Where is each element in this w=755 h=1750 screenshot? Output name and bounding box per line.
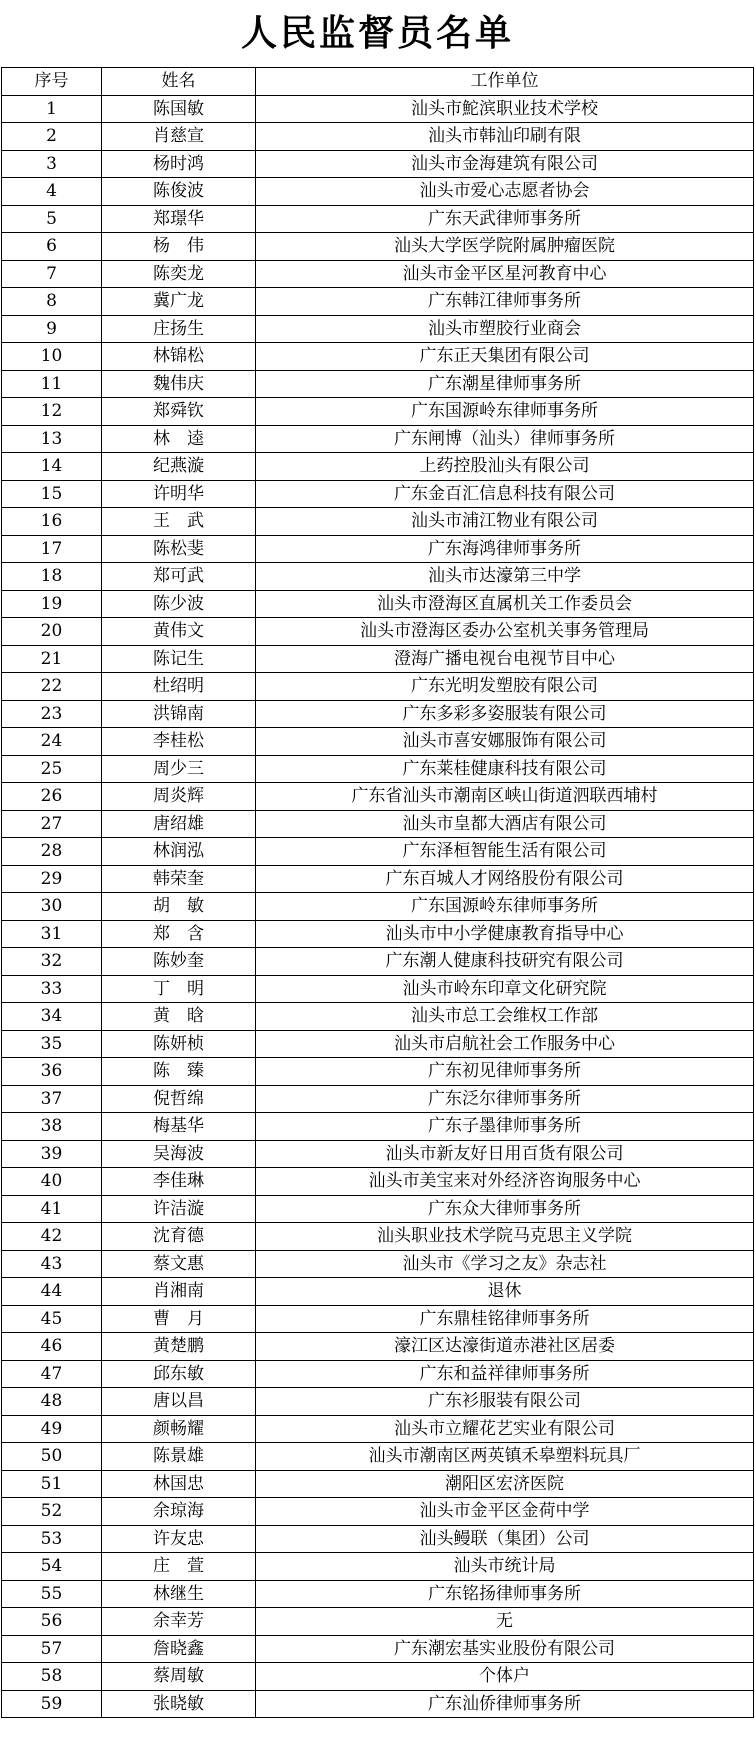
table-row	[2, 480, 754, 508]
cell-name: 吴海波	[102, 1140, 256, 1168]
cell-name: 周少三	[102, 755, 256, 783]
cell-serial-number: 33	[2, 975, 102, 1003]
cell-work-unit: 广东潮人健康科技研究有限公司	[256, 948, 754, 976]
cell-name: 王 武	[102, 508, 256, 536]
cell-name: 蔡周敏	[102, 1663, 256, 1691]
cell-name: 蔡文惠	[102, 1250, 256, 1278]
cell-name: 唐绍雄	[102, 810, 256, 838]
cell-name: 许明华	[102, 480, 256, 508]
page-title: 人民监督员名单	[240, 13, 514, 54]
cell-name: 黄楚鹏	[102, 1333, 256, 1361]
cell-name: 陈记生	[102, 645, 256, 673]
table-row	[2, 838, 754, 866]
table-row	[2, 1113, 754, 1141]
cell-work-unit: 上药控股汕头有限公司	[256, 453, 754, 481]
cell-name: 郑璟华	[102, 205, 256, 233]
cell-serial-number: 1	[2, 95, 102, 123]
cell-work-unit: 汕头市喜安娜服饰有限公司	[256, 728, 754, 756]
cell-serial-number: 41	[2, 1195, 102, 1223]
cell-work-unit: 汕头市塑胶行业商会	[256, 315, 754, 343]
cell-work-unit: 汕头市启航社会工作服务中心	[256, 1030, 754, 1058]
cell-work-unit: 汕头市韩汕印刷有限	[256, 123, 754, 151]
supervisor-table	[1, 67, 754, 1718]
cell-name: 纪燕漩	[102, 453, 256, 481]
cell-name: 洪锦南	[102, 700, 256, 728]
cell-serial-number: 20	[2, 618, 102, 646]
table-row	[2, 645, 754, 673]
cell-serial-number: 45	[2, 1305, 102, 1333]
cell-name: 陈少波	[102, 590, 256, 618]
cell-serial-number: 24	[2, 728, 102, 756]
table-row	[2, 948, 754, 976]
cell-serial-number: 27	[2, 810, 102, 838]
cell-name: 肖湘南	[102, 1278, 256, 1306]
table-row	[2, 783, 754, 811]
table-row	[2, 590, 754, 618]
cell-name: 张晓敏	[102, 1690, 256, 1718]
cell-name: 林国忠	[102, 1470, 256, 1498]
cell-serial-number: 22	[2, 673, 102, 701]
table-header-row	[2, 68, 754, 96]
cell-work-unit: 无	[256, 1608, 754, 1636]
cell-name: 沈育德	[102, 1223, 256, 1251]
table-row	[2, 920, 754, 948]
cell-serial-number: 14	[2, 453, 102, 481]
cell-work-unit: 广东海鸿律师事务所	[256, 535, 754, 563]
cell-name: 郑舜钦	[102, 398, 256, 426]
cell-work-unit: 汕头市浦江物业有限公司	[256, 508, 754, 536]
cell-serial-number: 29	[2, 865, 102, 893]
cell-name: 余幸芳	[102, 1608, 256, 1636]
table-row	[2, 398, 754, 426]
cell-serial-number: 36	[2, 1058, 102, 1086]
cell-work-unit: 广东汕侨律师事务所	[256, 1690, 754, 1718]
cell-serial-number: 38	[2, 1113, 102, 1141]
cell-work-unit: 广东国源岭东律师事务所	[256, 398, 754, 426]
cell-work-unit: 潮阳区宏济医院	[256, 1470, 754, 1498]
cell-work-unit: 汕头市金平区星河教育中心	[256, 260, 754, 288]
cell-work-unit: 广东泛尔律师事务所	[256, 1085, 754, 1113]
table-row	[2, 178, 754, 206]
table-row	[2, 1608, 754, 1636]
cell-work-unit: 汕头市澄海区直属机关工作委员会	[256, 590, 754, 618]
cell-work-unit: 澄海广播电视台电视节目中心	[256, 645, 754, 673]
cell-work-unit: 广东鼎桂铭律师事务所	[256, 1305, 754, 1333]
table-row	[2, 755, 754, 783]
cell-serial-number: 59	[2, 1690, 102, 1718]
cell-serial-number: 9	[2, 315, 102, 343]
cell-serial-number: 34	[2, 1003, 102, 1031]
cell-serial-number: 11	[2, 370, 102, 398]
cell-name: 杜绍明	[102, 673, 256, 701]
table-body	[2, 95, 754, 1718]
table-row	[2, 95, 754, 123]
cell-serial-number: 10	[2, 343, 102, 371]
cell-serial-number: 37	[2, 1085, 102, 1113]
cell-name: 魏伟庆	[102, 370, 256, 398]
table-row	[2, 1470, 754, 1498]
table-row	[2, 1525, 754, 1553]
cell-work-unit: 广东初见律师事务所	[256, 1058, 754, 1086]
table-row	[2, 288, 754, 316]
table-row	[2, 1360, 754, 1388]
cell-serial-number: 17	[2, 535, 102, 563]
cell-name: 丁 明	[102, 975, 256, 1003]
table-row	[2, 1415, 754, 1443]
cell-work-unit: 汕头市金海建筑有限公司	[256, 150, 754, 178]
cell-serial-number: 6	[2, 233, 102, 261]
cell-work-unit: 广东潮宏基实业股份有限公司	[256, 1635, 754, 1663]
cell-name: 曹 月	[102, 1305, 256, 1333]
table-row	[2, 1250, 754, 1278]
cell-work-unit: 广东衫服装有限公司	[256, 1388, 754, 1416]
cell-name: 颜畅耀	[102, 1415, 256, 1443]
cell-work-unit: 濠江区达濠街道赤港社区居委	[256, 1333, 754, 1361]
cell-serial-number: 13	[2, 425, 102, 453]
table-row	[2, 205, 754, 233]
cell-work-unit: 汕头市达濠第三中学	[256, 563, 754, 591]
cell-work-unit: 汕头职业技术学院马克思主义学院	[256, 1223, 754, 1251]
table-row	[2, 1553, 754, 1581]
cell-name: 郑 含	[102, 920, 256, 948]
cell-serial-number: 47	[2, 1360, 102, 1388]
cell-serial-number: 53	[2, 1525, 102, 1553]
table-row	[2, 123, 754, 151]
cell-name: 林 逵	[102, 425, 256, 453]
table-row	[2, 700, 754, 728]
cell-work-unit: 广东子墨律师事务所	[256, 1113, 754, 1141]
table-row	[2, 1140, 754, 1168]
cell-name: 韩荣奎	[102, 865, 256, 893]
cell-serial-number: 21	[2, 645, 102, 673]
cell-name: 郑可武	[102, 563, 256, 591]
cell-name: 林继生	[102, 1580, 256, 1608]
cell-work-unit: 汕头市总工会维权工作部	[256, 1003, 754, 1031]
table-row	[2, 618, 754, 646]
table-row	[2, 1085, 754, 1113]
cell-work-unit: 汕头大学医学院附属肿瘤医院	[256, 233, 754, 261]
cell-work-unit: 汕头市新友好日用百货有限公司	[256, 1140, 754, 1168]
cell-serial-number: 8	[2, 288, 102, 316]
cell-work-unit: 广东省汕头市潮南区峡山街道泗联西埔村	[256, 783, 754, 811]
cell-serial-number: 57	[2, 1635, 102, 1663]
cell-name: 冀广龙	[102, 288, 256, 316]
cell-name: 陈奕龙	[102, 260, 256, 288]
cell-name: 许友忠	[102, 1525, 256, 1553]
table-row	[2, 673, 754, 701]
cell-serial-number: 5	[2, 205, 102, 233]
cell-serial-number: 18	[2, 563, 102, 591]
table-row	[2, 260, 754, 288]
header-work-unit: 工作单位	[256, 68, 754, 96]
cell-work-unit: 个体户	[256, 1663, 754, 1691]
cell-serial-number: 16	[2, 508, 102, 536]
cell-work-unit: 广东和益祥律师事务所	[256, 1360, 754, 1388]
cell-serial-number: 54	[2, 1553, 102, 1581]
cell-serial-number: 44	[2, 1278, 102, 1306]
table-row	[2, 343, 754, 371]
cell-serial-number: 42	[2, 1223, 102, 1251]
cell-name: 胡 敏	[102, 893, 256, 921]
cell-work-unit: 广东闸博（汕头）律师事务所	[256, 425, 754, 453]
cell-serial-number: 58	[2, 1663, 102, 1691]
table-row	[2, 425, 754, 453]
cell-work-unit: 汕头鳗联（集团）公司	[256, 1525, 754, 1553]
cell-work-unit: 广东光明发塑胶有限公司	[256, 673, 754, 701]
table-row	[2, 1278, 754, 1306]
cell-work-unit: 汕头市鮀滨职业技术学校	[256, 95, 754, 123]
cell-serial-number: 19	[2, 590, 102, 618]
table-row	[2, 370, 754, 398]
cell-serial-number: 15	[2, 480, 102, 508]
cell-name: 黄 晗	[102, 1003, 256, 1031]
cell-serial-number: 2	[2, 123, 102, 151]
table-row	[2, 1030, 754, 1058]
cell-name: 杨 伟	[102, 233, 256, 261]
table-row	[2, 975, 754, 1003]
cell-name: 周炎辉	[102, 783, 256, 811]
table-row	[2, 315, 754, 343]
cell-name: 陈妙奎	[102, 948, 256, 976]
cell-name: 许洁漩	[102, 1195, 256, 1223]
table-row	[2, 535, 754, 563]
cell-name: 黄伟文	[102, 618, 256, 646]
cell-name: 林润泓	[102, 838, 256, 866]
table-row	[2, 1333, 754, 1361]
cell-serial-number: 12	[2, 398, 102, 426]
cell-work-unit: 汕头市中小学健康教育指导中心	[256, 920, 754, 948]
cell-serial-number: 40	[2, 1168, 102, 1196]
cell-work-unit: 汕头市《学习之友》杂志社	[256, 1250, 754, 1278]
cell-serial-number: 49	[2, 1415, 102, 1443]
cell-work-unit: 汕头市皇都大酒店有限公司	[256, 810, 754, 838]
table-row	[2, 233, 754, 261]
cell-work-unit: 广东金百汇信息科技有限公司	[256, 480, 754, 508]
table-row	[2, 508, 754, 536]
cell-name: 李桂松	[102, 728, 256, 756]
cell-work-unit: 广东莱桂健康科技有限公司	[256, 755, 754, 783]
cell-serial-number: 28	[2, 838, 102, 866]
table-row	[2, 865, 754, 893]
cell-serial-number: 4	[2, 178, 102, 206]
cell-serial-number: 46	[2, 1333, 102, 1361]
cell-name: 林锦松	[102, 343, 256, 371]
table-row	[2, 1168, 754, 1196]
table-row	[2, 1058, 754, 1086]
table-row	[2, 1663, 754, 1691]
cell-work-unit: 广东百城人才网络股份有限公司	[256, 865, 754, 893]
table-row	[2, 1635, 754, 1663]
table-row	[2, 893, 754, 921]
cell-name: 陈松斐	[102, 535, 256, 563]
cell-name: 陈景雄	[102, 1443, 256, 1471]
table-row	[2, 1305, 754, 1333]
table-row	[2, 150, 754, 178]
cell-name: 陈国敏	[102, 95, 256, 123]
cell-serial-number: 48	[2, 1388, 102, 1416]
cell-serial-number: 55	[2, 1580, 102, 1608]
table-row	[2, 1223, 754, 1251]
cell-name: 余琼海	[102, 1498, 256, 1526]
cell-name: 梅基华	[102, 1113, 256, 1141]
table-row	[2, 1498, 754, 1526]
table-row	[2, 563, 754, 591]
cell-name: 杨时鸿	[102, 150, 256, 178]
cell-serial-number: 31	[2, 920, 102, 948]
cell-work-unit: 汕头市潮南区两英镇禾皋塑料玩具厂	[256, 1443, 754, 1471]
cell-serial-number: 7	[2, 260, 102, 288]
cell-name: 邱东敏	[102, 1360, 256, 1388]
header-serial-number: 序号	[2, 68, 102, 96]
cell-name: 唐以昌	[102, 1388, 256, 1416]
cell-work-unit: 汕头市爱心志愿者协会	[256, 178, 754, 206]
cell-work-unit: 广东韩江律师事务所	[256, 288, 754, 316]
table-row	[2, 810, 754, 838]
cell-name: 庄 萱	[102, 1553, 256, 1581]
cell-serial-number: 51	[2, 1470, 102, 1498]
cell-serial-number: 32	[2, 948, 102, 976]
cell-name: 庄扬生	[102, 315, 256, 343]
table-row	[2, 1195, 754, 1223]
cell-serial-number: 56	[2, 1608, 102, 1636]
table-row	[2, 453, 754, 481]
cell-serial-number: 25	[2, 755, 102, 783]
table-row	[2, 1580, 754, 1608]
cell-serial-number: 30	[2, 893, 102, 921]
cell-serial-number: 35	[2, 1030, 102, 1058]
cell-serial-number: 43	[2, 1250, 102, 1278]
cell-work-unit: 广东多彩多姿服装有限公司	[256, 700, 754, 728]
cell-work-unit: 广东天武律师事务所	[256, 205, 754, 233]
cell-work-unit: 广东众大律师事务所	[256, 1195, 754, 1223]
cell-work-unit: 汕头市岭东印章文化研究院	[256, 975, 754, 1003]
cell-serial-number: 52	[2, 1498, 102, 1526]
cell-serial-number: 50	[2, 1443, 102, 1471]
cell-work-unit: 广东正天集团有限公司	[256, 343, 754, 371]
cell-work-unit: 退休	[256, 1278, 754, 1306]
cell-serial-number: 39	[2, 1140, 102, 1168]
cell-serial-number: 23	[2, 700, 102, 728]
header-name: 姓名	[102, 68, 256, 96]
cell-name: 陈俊波	[102, 178, 256, 206]
cell-work-unit: 广东铭扬律师事务所	[256, 1580, 754, 1608]
cell-name: 肖慈宣	[102, 123, 256, 151]
cell-work-unit: 汕头市统计局	[256, 1553, 754, 1581]
cell-work-unit: 汕头市金平区金荷中学	[256, 1498, 754, 1526]
table-row	[2, 728, 754, 756]
cell-work-unit: 汕头市立耀花艺实业有限公司	[256, 1415, 754, 1443]
cell-name: 詹晓鑫	[102, 1635, 256, 1663]
cell-serial-number: 3	[2, 150, 102, 178]
cell-name: 李佳琳	[102, 1168, 256, 1196]
cell-name: 陈 臻	[102, 1058, 256, 1086]
cell-work-unit: 汕头市澄海区委办公室机关事务管理局	[256, 618, 754, 646]
cell-work-unit: 广东国源岭东律师事务所	[256, 893, 754, 921]
table-row	[2, 1443, 754, 1471]
cell-name: 倪哲绵	[102, 1085, 256, 1113]
table-row	[2, 1003, 754, 1031]
cell-work-unit: 广东泽桓智能生活有限公司	[256, 838, 754, 866]
cell-serial-number: 26	[2, 783, 102, 811]
cell-name: 陈妍桢	[102, 1030, 256, 1058]
table-row	[2, 1388, 754, 1416]
cell-work-unit: 广东潮星律师事务所	[256, 370, 754, 398]
table-row	[2, 1690, 754, 1718]
cell-work-unit: 汕头市美宝来对外经济咨询服务中心	[256, 1168, 754, 1196]
